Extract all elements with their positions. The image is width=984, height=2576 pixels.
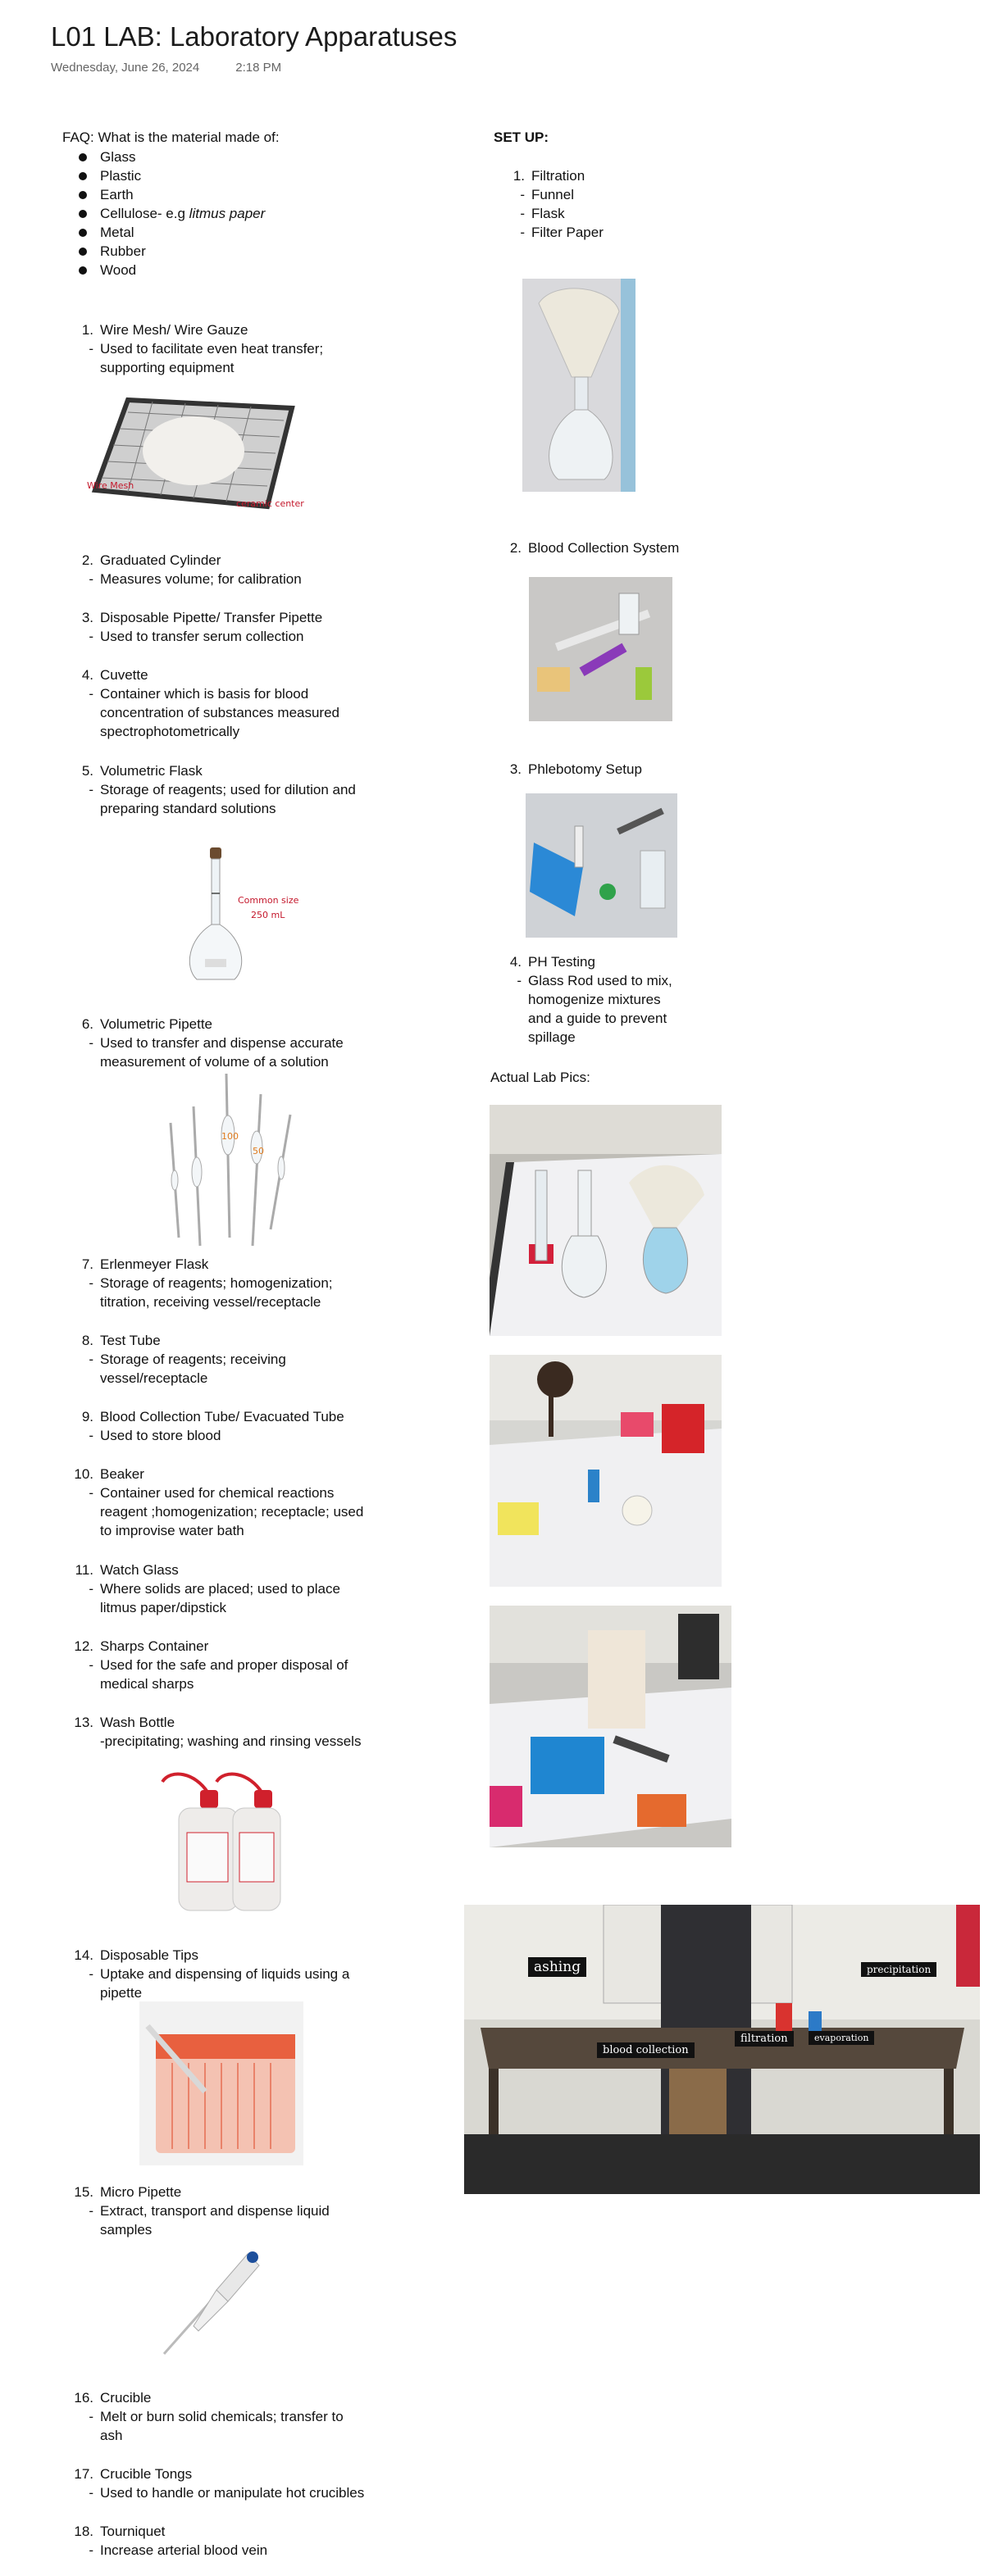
lab-photo-2 [490, 1355, 722, 1587]
apparatus-item-1: 1. Wire Mesh/ Wire Gauze - Used to facilitate even heat transfer; supporting equipment [81, 322, 324, 375]
faq-item: Cellulose- e.g litmus paper [100, 204, 265, 223]
page-title: L01 LAB: Laboratory Apparatuses [51, 21, 458, 52]
pipette-100-mark: 100 [221, 1131, 239, 1142]
setup-item-blood-collection: 2. Blood Collection System [509, 540, 680, 556]
page-time: 2:18 PM [235, 61, 282, 75]
apparatus-item-15: 15. Micro Pipette - Extract, transport and dispense liquid samples [74, 2184, 330, 2238]
flask-volume-note: 250 mL [251, 910, 285, 920]
lab-photo-1 [490, 1105, 722, 1336]
pipette-50-mark: 50 [253, 1146, 264, 1156]
setup-item-ph-testing: 4. PH Testing - Glass Rod used to mix, homogenize mixtures and a guide to prevent spillage [509, 954, 672, 1045]
actual-lab-heading: Actual Lab Pics: [490, 1070, 590, 1085]
wire-gauze-image [79, 392, 308, 515]
apparatus-item-16: 16. Crucible - Melt or burn solid chemicals; transfer to ash [74, 2390, 344, 2443]
blood-collection-photo [529, 577, 672, 721]
apparatus-item-12: 12. Sharps Container - Used for the safe and proper disposal of medical sharps [74, 1638, 348, 1692]
faq-item: Plastic [100, 166, 265, 185]
label-filtration: filtration [735, 2031, 794, 2047]
apparatus-item-3: 3. Disposable Pipette/ Transfer Pipette - Used to transfer serum collection [81, 610, 323, 644]
faq-list [100, 148, 265, 279]
faq-item: Wood [100, 261, 265, 279]
setup-heading: SET UP: [494, 129, 549, 145]
page-date: Wednesday, June 26, 2024 [51, 61, 200, 75]
apparatus-item-9: 9. Blood Collection Tube/ Evacuated Tube - Used to store blood [81, 1409, 344, 1443]
micropipette-image [148, 2247, 262, 2362]
faq-item: Rubber [100, 242, 265, 261]
label-evaporation: evaporation [809, 2031, 874, 2045]
apparatus-item-14: 14. Disposable Tips - Uptake and dispensing of liquids using a pipette [74, 1947, 350, 2001]
label-precipitation: precipitation [861, 1962, 936, 1977]
faq-item: Earth [100, 185, 265, 204]
label-blood-collection: blood collection [597, 2042, 695, 2058]
wash-bottles-image [159, 1767, 282, 1915]
faq-question: FAQ: What is the material made of: [62, 129, 280, 145]
apparatus-item-8: 8. Test Tube - Storage of reagents; receiving vessel/receptacle [81, 1333, 286, 1386]
disposable-tips-image [139, 2001, 303, 2165]
filtration-setup-photo [522, 279, 636, 492]
apparatus-item-17: 17. Crucible Tongs - Used to handle or manipulate hot crucibles [74, 2466, 365, 2501]
label-ashing: ashing [528, 1957, 586, 1977]
volumetric-pipettes-image [161, 1074, 300, 1254]
apparatus-item-11: 11. Watch Glass - Where solids are placed; used to place litmus paper/dipstick [75, 1562, 340, 1615]
setup-item-filtration: 1. Filtration - Funnel - Flask - Filter Paper [512, 168, 604, 240]
apparatus-item-10: 10. Beaker - Container used for chemical reactions reagent ;homogenization; receptacle; used to improvise water bath [74, 1466, 364, 1538]
lab-photo-3 [490, 1606, 731, 1847]
ceramic-center-note: ceramic center [236, 498, 304, 509]
lab-photo-labeled [464, 1905, 980, 2194]
faq-item: Glass [100, 148, 265, 166]
apparatus-item-5: 5. Volumetric Flask - Storage of reagents; used for dilution and preparing standard solutions [81, 763, 356, 816]
setup-item-phlebotomy: 3. Phlebotomy Setup [509, 761, 642, 777]
page-datetime [51, 61, 317, 75]
apparatus-item-7: 7. Erlenmeyer Flask - Storage of reagents; homogenization; titration, receiving vessel/receptacle [81, 1256, 333, 1310]
apparatus-item-18: 18. Tourniquet - Increase arterial blood vein [74, 2524, 268, 2558]
volumetric-flask-image [180, 844, 312, 992]
apparatus-item-6: 6. Volumetric Pipette - Used to transfer and dispense accurate measurement of volume of a solution [81, 1016, 344, 1070]
wire-mesh-note: Wire Mesh [87, 480, 134, 491]
faq-item: Metal [100, 223, 265, 242]
apparatus-item-2: 2. Graduated Cylinder - Measures volume; for calibration [81, 552, 302, 587]
apparatus-item-13: 13. Wash Bottle -precipitating; washing and rinsing vessels [74, 1715, 362, 1749]
flask-size-note: Common size [238, 895, 299, 906]
phlebotomy-photo [526, 793, 677, 938]
apparatus-item-4: 4. Cuvette - Container which is basis for blood concentration of substances measured spectrophotometrically [81, 667, 340, 739]
